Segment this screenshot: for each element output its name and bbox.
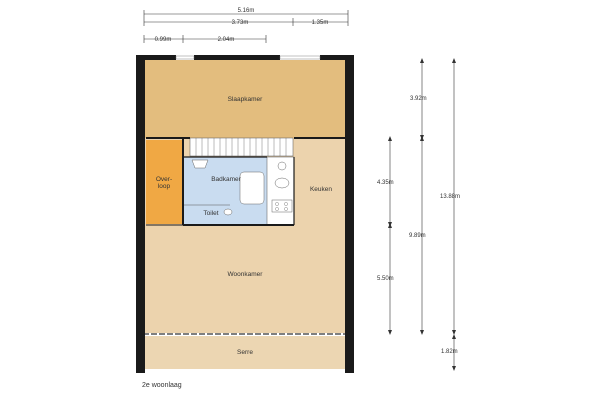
- label-slaapkamer: Slaapkamer: [227, 96, 263, 103]
- washbasin-icon: [192, 160, 208, 168]
- label-toilet: Toilet: [203, 210, 219, 217]
- right-dimensions: [377, 58, 460, 371]
- label-woonkamer: Woonkamer: [227, 271, 263, 278]
- dimension-width-d: 2.04m: [217, 37, 235, 43]
- window: [280, 56, 320, 59]
- kitchen-counter: [267, 157, 294, 225]
- dimension-width-c: 0.99m: [154, 37, 172, 43]
- dimension-height-keuken-block: 4.35m: [377, 180, 394, 186]
- dimension-height-main: 9.89m: [409, 233, 426, 239]
- window: [176, 56, 194, 59]
- dimension-width-a: 3.73m: [231, 20, 249, 26]
- label-serre: Serre: [237, 349, 253, 356]
- dimension-height-slaapkamer: 3.92m: [410, 96, 427, 102]
- floor-caption: 2e woonlaag: [142, 382, 182, 389]
- kitchen-fixtures: [267, 157, 294, 225]
- label-keuken: Keuken: [309, 186, 333, 193]
- bathtub-icon: [240, 172, 264, 204]
- label-badkamer: Badkamer: [211, 176, 241, 183]
- dimension-height-total: 13.88m: [440, 194, 461, 200]
- dimension-width-b: 1.35m: [311, 20, 329, 26]
- toilet-icon: [224, 209, 232, 215]
- staircase: [190, 138, 293, 156]
- dimension-height-woonkamer: 5.50m: [377, 276, 394, 282]
- top-dimensions: [144, 8, 348, 43]
- dimension-height-serre: 1.82m: [441, 349, 458, 355]
- label-overloop-2: loop: [157, 183, 171, 190]
- dimension-total-width: 5.16m: [237, 8, 255, 14]
- label-overloop-1: Over-: [155, 176, 173, 183]
